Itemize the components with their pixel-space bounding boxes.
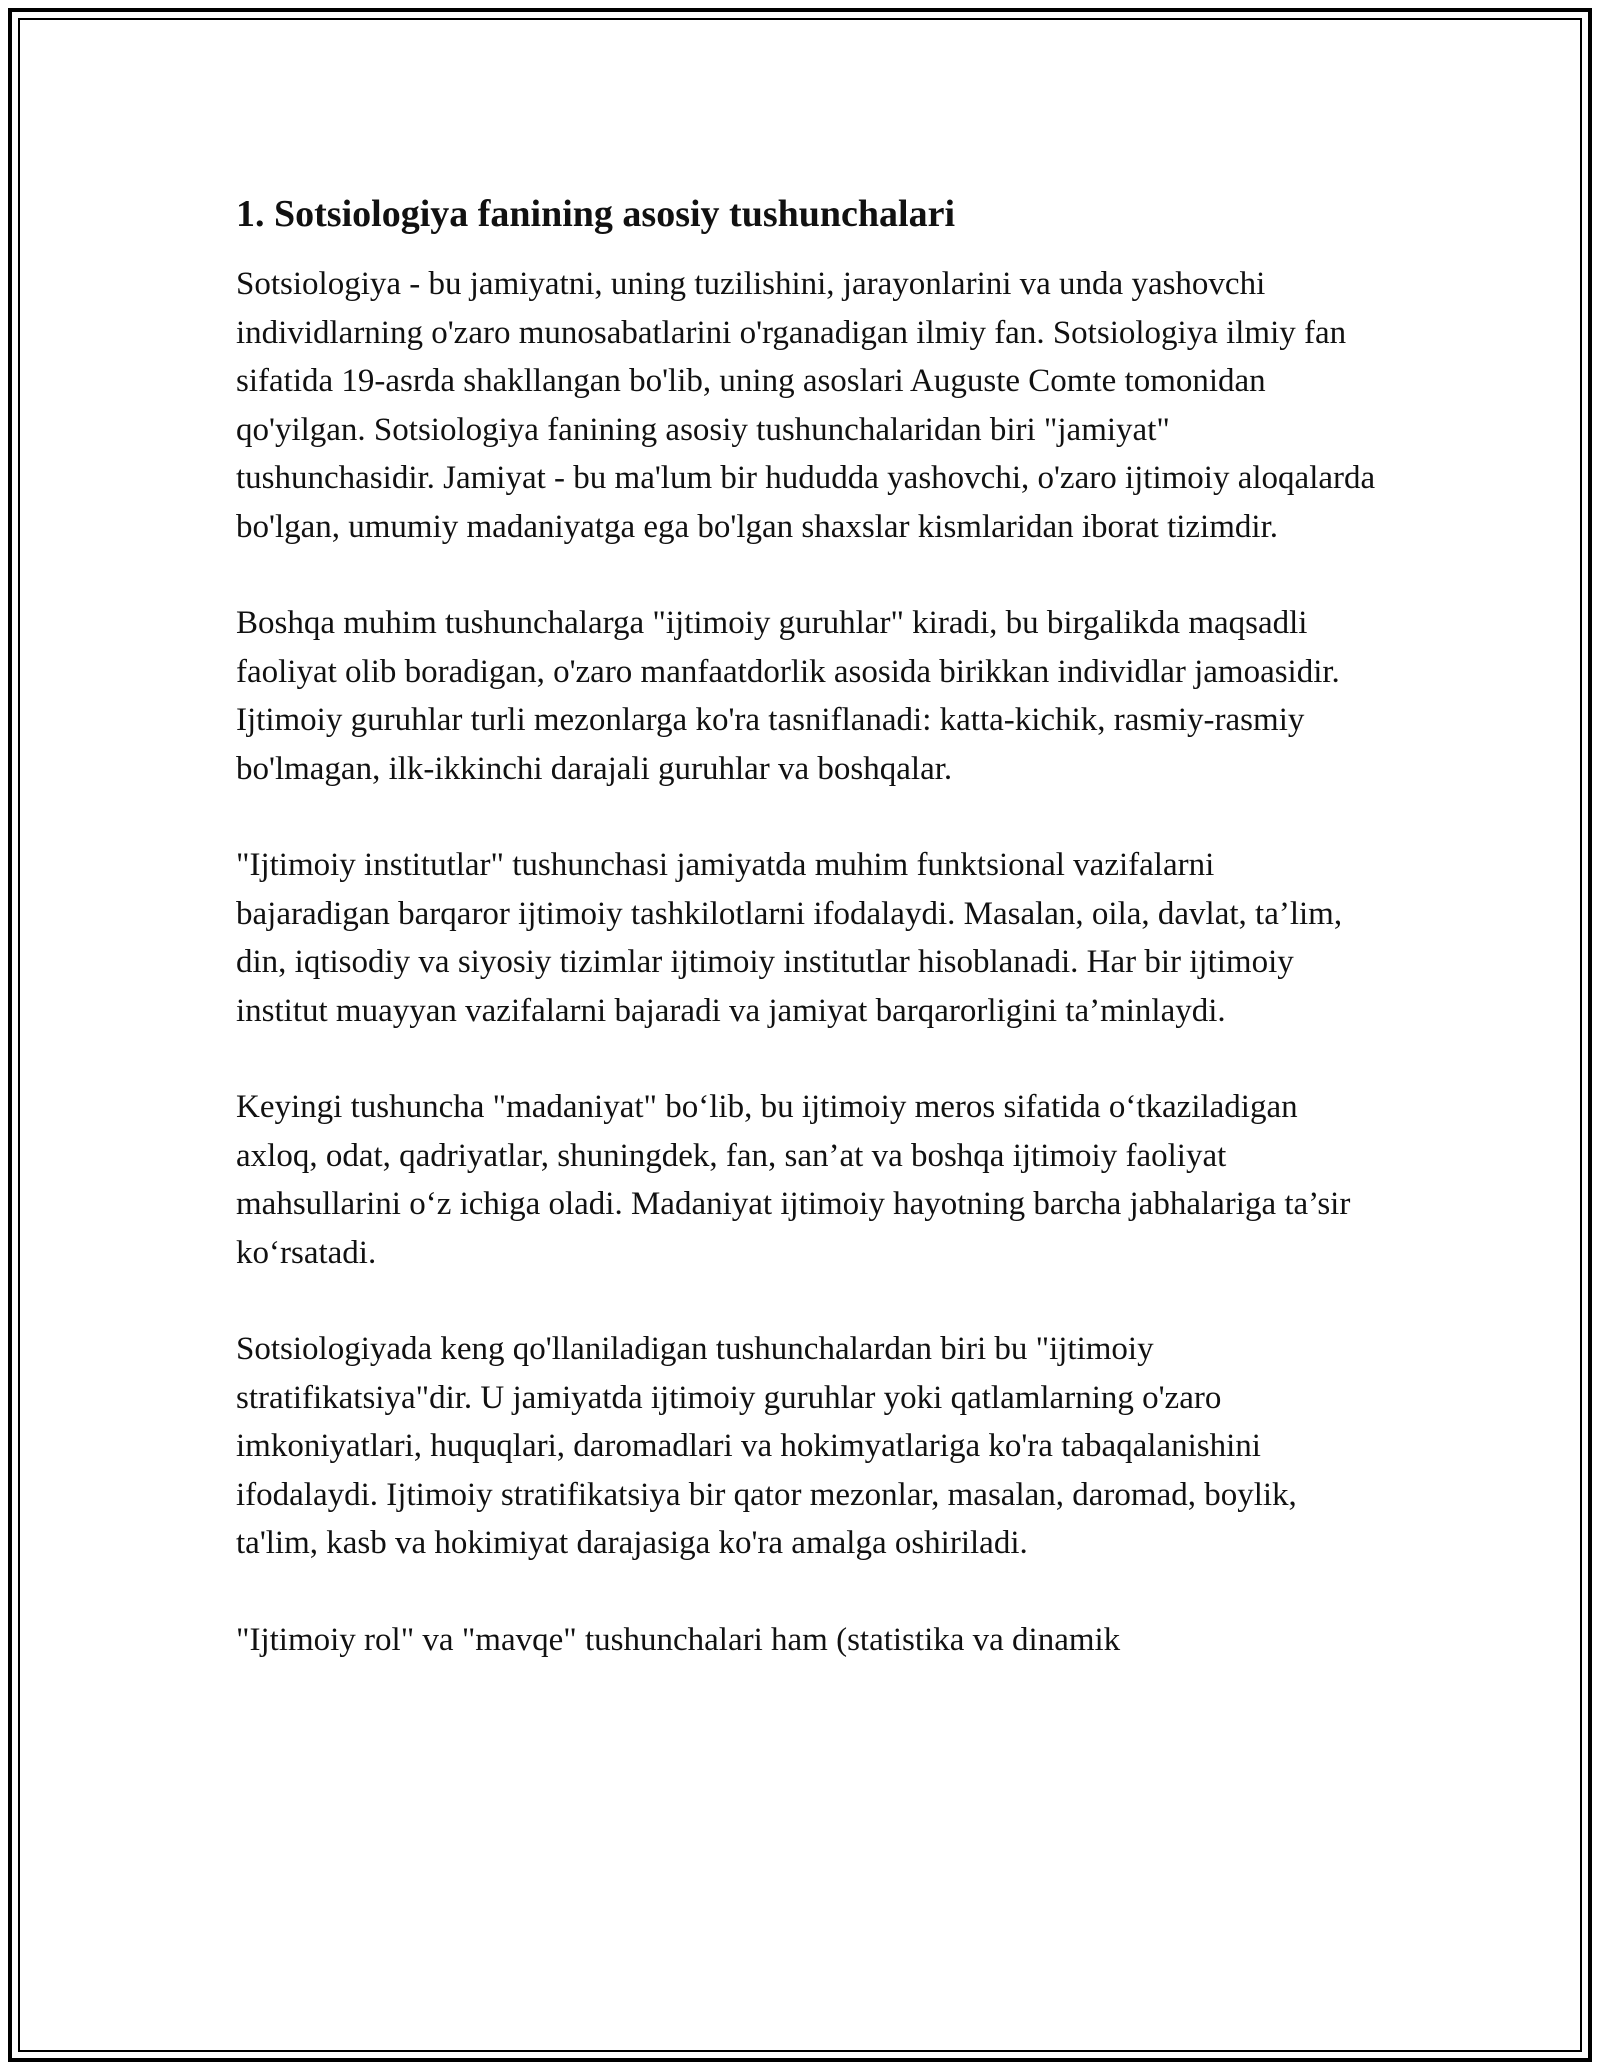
- paragraph-social-groups: Boshqa muhim tushunchalarga "ijtimoiy guruhlar" kiradi, bu birgalikda maqsadli faoliyat olib boradigan, o'zaro manfaatdorlik asosida birikkan individlar jamoasidir. Ijtimoiy guruhlar turli mezonlarga ko'ra tasniflanadi: katta-kichik, rasmiy-rasmiy bo'lmagan, ilk-ikkinchi darajali guruhlar va boshqalar.: [236, 605, 1340, 787]
- paragraph-social-role-status: "Ijtimoiy rol" va "mavqe" tushunchalari ham (statistika va dinamik: [236, 1621, 1121, 1658]
- paragraph-sociology-definition: Sotsiologiya - bu jamiyatni, uning tuzilishini, jarayonlarini va unda yashovchi individlarning o'zaro munosabatlarini o'rganadigan ilmiy fan. Sotsiologiya ilmiy fan sifatida 19-asrda shakllangan bo'lib, uning asoslari Auguste Comte tomonidan qo'yilgan. Sotsiologiya fanining asosiy tushunchalaridan biri "jamiyat" tushunchasidir. Jamiyat - bu ma'lum bir hududda yashovchi, o'zaro ijtimoiy aloqalarda bo'lgan, umumiy madaniyatga ega bo'lgan shaxslar kismlaridan iborat tizimdir.: [236, 266, 1376, 545]
- paragraph-social-stratification: Sotsiologiyada keng qo'llaniladigan tushunchalardan biri bu "ijtimoiy stratifikatsiya"dir. U jamiyatda ijtimoiy guruhlar yoki qatlamlarning o'zaro imkoniyatlari, huquqlari, daromadlari va hokimyatlariga ko'ra tabaqalanishini ifodalaydi. Ijtimoiy stratifikatsiya bir qator mezonlar, masalan, daromad, boylik, ta'lim, kasb va hokimiyat darajasiga ko'ra amalga oshiriladi.: [236, 1331, 1297, 1561]
- document-page: [236, 186, 1376, 1664]
- paragraph-social-institutions: "Ijtimoiy institutlar" tushunchasi jamiyatda muhim funktsional vazifalarni bajaradigan barqaror ijtimoiy tashkilotlarni ifodalaydi. Masalan, oila, davlat, ta’lim, din, iqtisodiy va siyosiy tizimlar ijtimoiy institutlar hisoblanadi. Har bir ijtimoiy institut muayyan vazifalarni bajaradi va jamiyat barqarorligini ta’minlaydi.: [236, 847, 1343, 1029]
- paragraph-culture: Keyingi tushuncha "madaniyat" bo‘lib, bu ijtimoiy meros sifatida o‘tkaziladigan axloq, odat, qadriyatlar, shuningdek, fan, san’at va boshqa ijtimoiy faoliyat mahsullarini o‘z ichiga oladi. Madaniyat ijtimoiy hayotning barcha jabhalariga ta’sir ko‘rsatadi.: [236, 1089, 1351, 1271]
- document-title: 1. Sotsiologiya fanining asosiy tushunchalari: [236, 193, 956, 235]
